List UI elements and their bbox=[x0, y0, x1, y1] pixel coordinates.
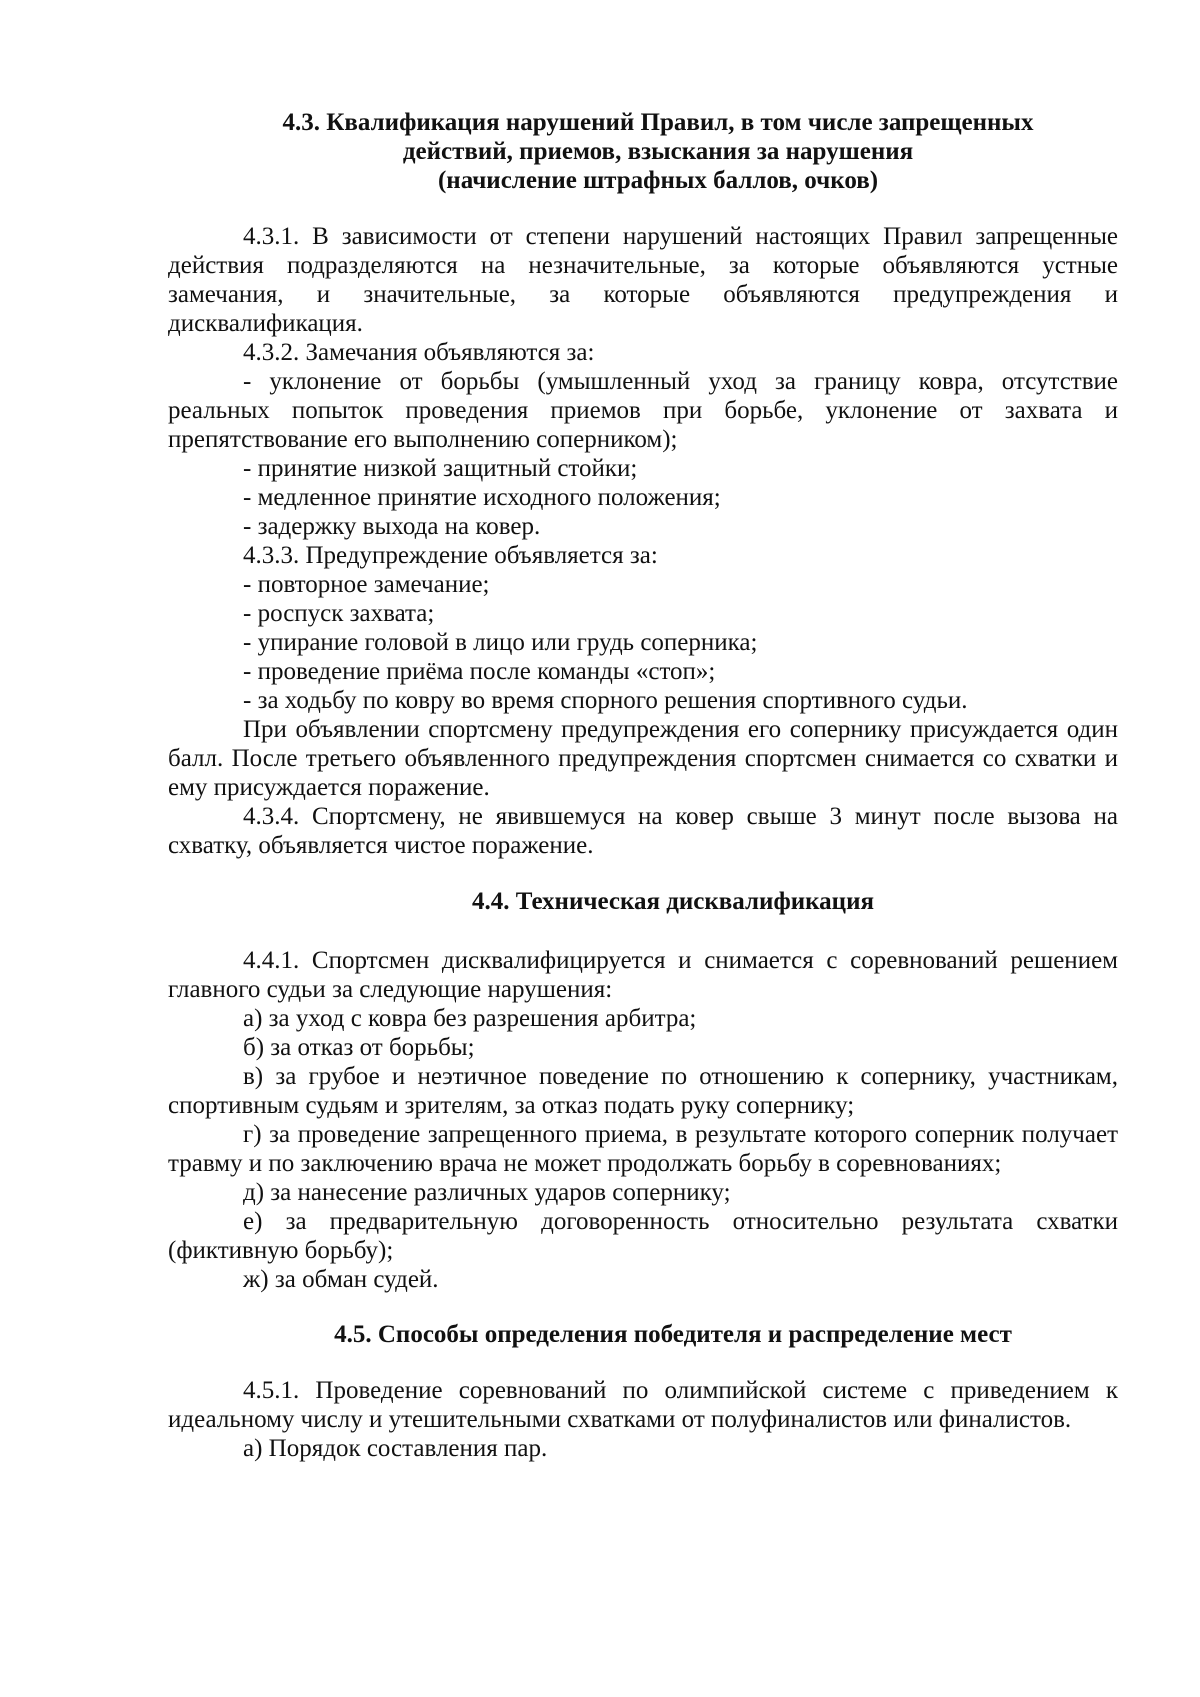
warning-item-4: - проведение приёма после команды «стоп»; bbox=[243, 658, 716, 685]
paragraph-pairing-order: а) Порядок составления пар. bbox=[243, 1435, 548, 1462]
section-4-3-heading bbox=[168, 108, 1118, 195]
document-page bbox=[168, 108, 1118, 1463]
remark-item-1: - уклонение от борьбы (умышленный уход за границу ковра, отсутствие реальных попыток проведения приемов при борьбе, уклонение от захвата и препятствование его выполнению соперником); bbox=[168, 368, 1118, 453]
remark-item-3: - медленное принятие исходного положения; bbox=[243, 484, 721, 511]
disq-item-b: б) за отказ от борьбы; bbox=[243, 1034, 475, 1061]
paragraph-4-3-1: 4.3.1. В зависимости от степени нарушений настоящих Правил запрещенные действия подразделяются на незначительные, за которые объявляются устные замечания, и значительные, за которые объявляются предупреждения и дисквалификация. bbox=[168, 223, 1118, 337]
section-4-3-heading-line-2: действий, приемов, взыскания за нарушения bbox=[402, 138, 914, 165]
section-4-4-heading: 4.4. Техническая дисквалификация bbox=[471, 888, 875, 915]
warning-item-2: - роспуск захвата; bbox=[243, 600, 435, 627]
section-4-5-heading: 4.5. Способы определения победителя и распределение мест bbox=[334, 1321, 1012, 1348]
disq-item-zh: ж) за обман судей. bbox=[243, 1266, 439, 1293]
disq-item-e: е) за предварительную договоренность относительно результата схватки (фиктивную борьбу); bbox=[168, 1208, 1118, 1264]
paragraph-4-5-1: 4.5.1. Проведение соревнований по олимпийской системе с приведением к идеальному числу и утешительными схватками от полуфиналистов или финалистов. bbox=[168, 1377, 1118, 1433]
disq-item-v: в) за грубое и неэтичное поведение по отношению к сопернику, участникам, спортивным судьям и зрителям, за отказ подать руку сопернику; bbox=[168, 1063, 1118, 1119]
paragraph-4-3-3: 4.3.3. Предупреждение объявляется за: bbox=[243, 542, 658, 569]
warning-item-1: - повторное замечание; bbox=[243, 571, 490, 598]
paragraph-4-3-4: 4.3.4. Спортсмену, не явившемуся на ковер свыше 3 минут после вызова на схватку, объявляется чистое поражение. bbox=[168, 803, 1118, 859]
section-4-3-heading-line-1: 4.3. Квалификация нарушений Правил, в том числе запрещенных bbox=[282, 109, 1034, 136]
warning-item-5: - за ходьбу по ковру во время спорного решения спортивного судьи. bbox=[243, 687, 968, 714]
remark-item-2: - принятие низкой защитный стойки; bbox=[243, 455, 638, 482]
disq-item-a: а) за уход с ковра без разрешения арбитра; bbox=[243, 1005, 697, 1032]
paragraph-4-4-1: 4.4.1. Спортсмен дисквалифицируется и снимается с соревнований решением главного судьи за следующие нарушения: bbox=[168, 947, 1118, 1003]
paragraph-warning-penalty: При объявлении спортсмену предупреждения его сопернику присуждается один балл. После третьего объявленного предупреждения спортсмен снимается со схватки и ему присуждается поражение. bbox=[168, 716, 1118, 801]
disq-item-d: д) за нанесение различных ударов сопернику; bbox=[243, 1179, 731, 1206]
warning-item-3: - упирание головой в лицо или грудь соперника; bbox=[243, 629, 758, 656]
paragraph-4-3-2: 4.3.2. Замечания объявляются за: bbox=[243, 339, 595, 366]
section-4-3-heading-line-3: (начисление штрафных баллов, очков) bbox=[437, 167, 879, 194]
disq-item-g: г) за проведение запрещенного приема, в результате которого соперник получает травму и по заключению врача не может продолжать борьбу в соревнованиях; bbox=[168, 1121, 1118, 1177]
remark-item-4: - задержку выхода на ковер. bbox=[243, 513, 541, 540]
